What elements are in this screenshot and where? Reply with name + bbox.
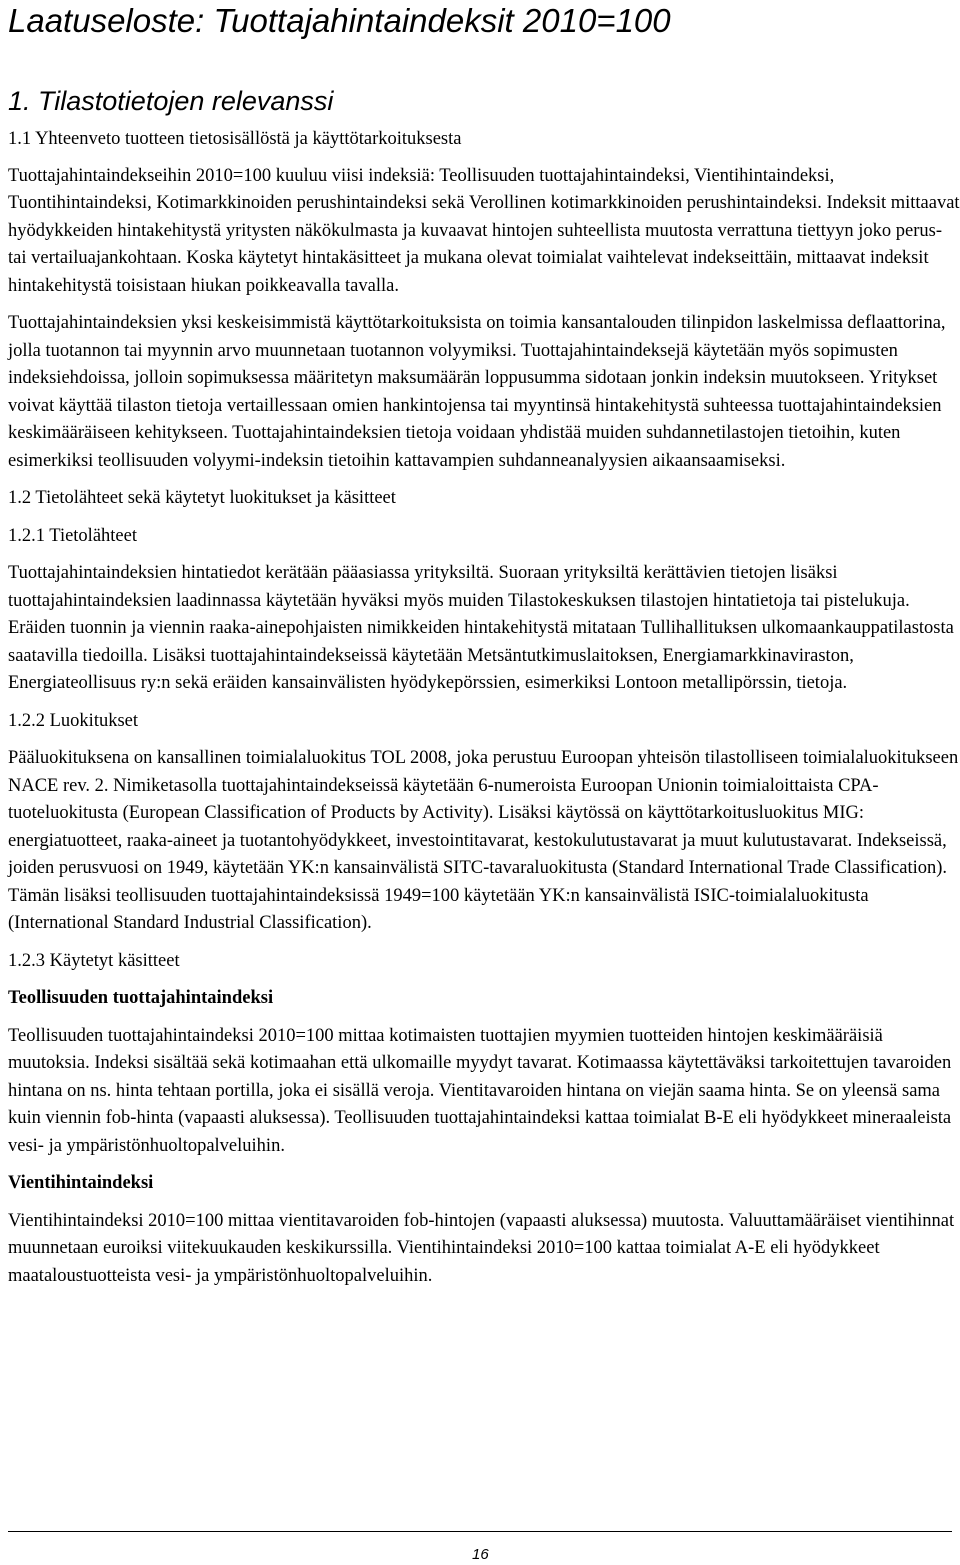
section-1-2-heading: 1.2 Tietolähteet sekä käytetyt luokitukset ja käsitteet <box>8 488 396 508</box>
section-1-1-heading: 1.1 Yhteenveto tuotteen tietosisällöstä ja käyttötarkoituksesta <box>8 129 462 149</box>
section-1-2-2-paragraph: Pääluokituksena on kansallinen toimialaluokitus TOL 2008, joka perustuu Euroopan yhteisön tilastolliseen toimialaluokitukseen NACE rev. 2. Nimiketasolla tuottajahintaindekseissä käytetään 6-numeroista Euroopan Unionin toimialoittaista CPA-tuoteluokitusta (European Classification of Products by Activity). Lisäksi käytössä on käyttötarkoitusluokitus MIG: energiatuotteet, raaka-aineet ja tuotantohyödykkeet, investointitavarat, kestokulutustavarat ja muut kulutustavarat. Indekseissä, joiden perusvuosi on 1949, käytetään YK:n kansainvälistä SITC-tavaraluokitusta (Standard International Trade Classification). Tämän lisäksi teollisuuden tuottajahintaindeksissä 1949=100 käytetään YK:n kansainvälistä ISIC-toimialaluokitusta (International Standard Industrial Classification). <box>8 748 959 933</box>
section-1-2-1-paragraph: Tuottajahintaindeksien hintatiedot kerätään pääasiassa yrityksiltä. Suoraan yrityksiltä kerättävien tietojen lisäksi tuottajahintaindeksien laadinnassa käytetään hyväksi myös muiden Tilastokeskuksen tilastojen hintatietoja tai pistelukuja. Eräiden tuonnin ja viennin raaka-ainepohjaisten nimikkeiden hintakehitystä mitataan Tullihallituksen ulkomaankauppatilastosta saatavilla tiedoilla. Lisäksi tuottajahintaindekseissä käytetään Metsäntutkimuslaitoksen, Energiamarkkinaviraston, Energiateollisuus ry:n sekä eräiden kansainvälisten hyödykepörssien, esimerkiksi Lontoon metallipörssin, tietoja. <box>8 563 954 693</box>
section-1-2-2-heading: 1.2.2 Luokitukset <box>8 710 139 731</box>
section-1-2-1-heading: 1.2.1 Tietolähteet <box>8 525 137 546</box>
section-1-2-3-heading: 1.2.3 Käytetyt käsitteet <box>8 950 180 971</box>
vienti-paragraph: Vientihintaindeksi 2010=100 mittaa vientitavaroiden fob-hintojen (vapaasti aluksessa) muutosta. Valuuttamääräiset vientihinnat muunnetaan euroiksi viitekuukauden keskikurssilla. Vientihintaindeksi 2010=100 kattaa toimialat A-E eli hyödykkeet maataloustuotteista vesi- ja ympäristönhuoltopalveluihin. <box>8 1210 955 1286</box>
document-title: Laatuseloste: Tuottajahintaindeksit 2010=100 <box>8 2 671 39</box>
section-1-1-paragraph-1: Tuottajahintaindekseihin 2010=100 kuuluu viisi indeksiä: Teollisuuden tuottajahintaindeksi, Vientihintaindeksi, Tuontihintaindeksi, Kotimarkkinoiden perushintaindeksi sekä Verollinen kotimarkkinoiden perushintaindeksi. Indeksit mittaavat hyödykkeiden hintakehitystä yritysten näkökulmasta ja kuvaavat hintojen suhteellista muutosta verrattuna tiettyyn joko perus- tai vertailuajankohtaan. Koska käytetyt hintakäsitteet ja mukana olevat toimialat vaihtelevat indekseittäin, mittaavat indeksit hintakehitystä toisistaan hiukan poikkeavalla tavalla. <box>8 165 960 296</box>
page-number: 16 <box>472 1546 489 1563</box>
teollisuus-heading: Teollisuuden tuottajahintaindeksi <box>8 988 274 1008</box>
footer-divider <box>8 1531 952 1532</box>
vienti-heading: Vientihintaindeksi <box>8 1173 154 1193</box>
section-1-1-paragraph-2: Tuottajahintaindeksien yksi keskeisimmistä käyttötarkoituksista on toimia kansantalouden tilinpidon laskelmissa deflaattorina, jolla tuotannon tai myynnin arvo muunnetaan tuotannon volyymiksi. Tuottajahintaindeksejä käytetään myös sopimusten indeksiehdoissa, jolloin sopimuksessa määritetyn maksumäärän loppusumma sidotaan jonkin indeksin muutokseen. Yritykset voivat käyttää tilaston tietoja vertaillessaan omien hankintojensa tai myyntinsä hintakehitystä suhteessa tuottajahintaindeksien keskimääräiseen kehitykseen. Tuottajahintaindeksien tietoja voidaan yhdistää muiden suhdannetilastojen tietoihin, kuten esimerkiksi teollisuuden volyymi-indeksin tietoihin kattavampien suhdanneanalyysien aikaansaamiseksi. <box>8 313 946 471</box>
document-body <box>8 126 960 1290</box>
section-1-heading: 1. Tilastotietojen relevanssi <box>8 86 334 116</box>
teollisuus-paragraph: Teollisuuden tuottajahintaindeksi 2010=100 mittaa kotimaisten tuottajien myymien tuotteiden hintojen keskimääräisiä muutoksia. Indeksi sisältää sekä kotimaahan että ulkomaille myydyt tavarat. Kotimaassa käytettäväksi tarkoitettujen tavaroiden hintana on ns. hinta tehtaan portilla, joka ei sisällä veroja. Vientitavaroiden hintana on viejän saama hinta. Se on yleensä sama kuin viennin fob-hinta (vapaasti aluksessa). Teollisuuden tuottajahintaindeksi kattaa toimialat B-E eli hyödykkeet mineraaleista vesi- ja ympäristönhuoltopalveluihin. <box>8 1025 952 1156</box>
